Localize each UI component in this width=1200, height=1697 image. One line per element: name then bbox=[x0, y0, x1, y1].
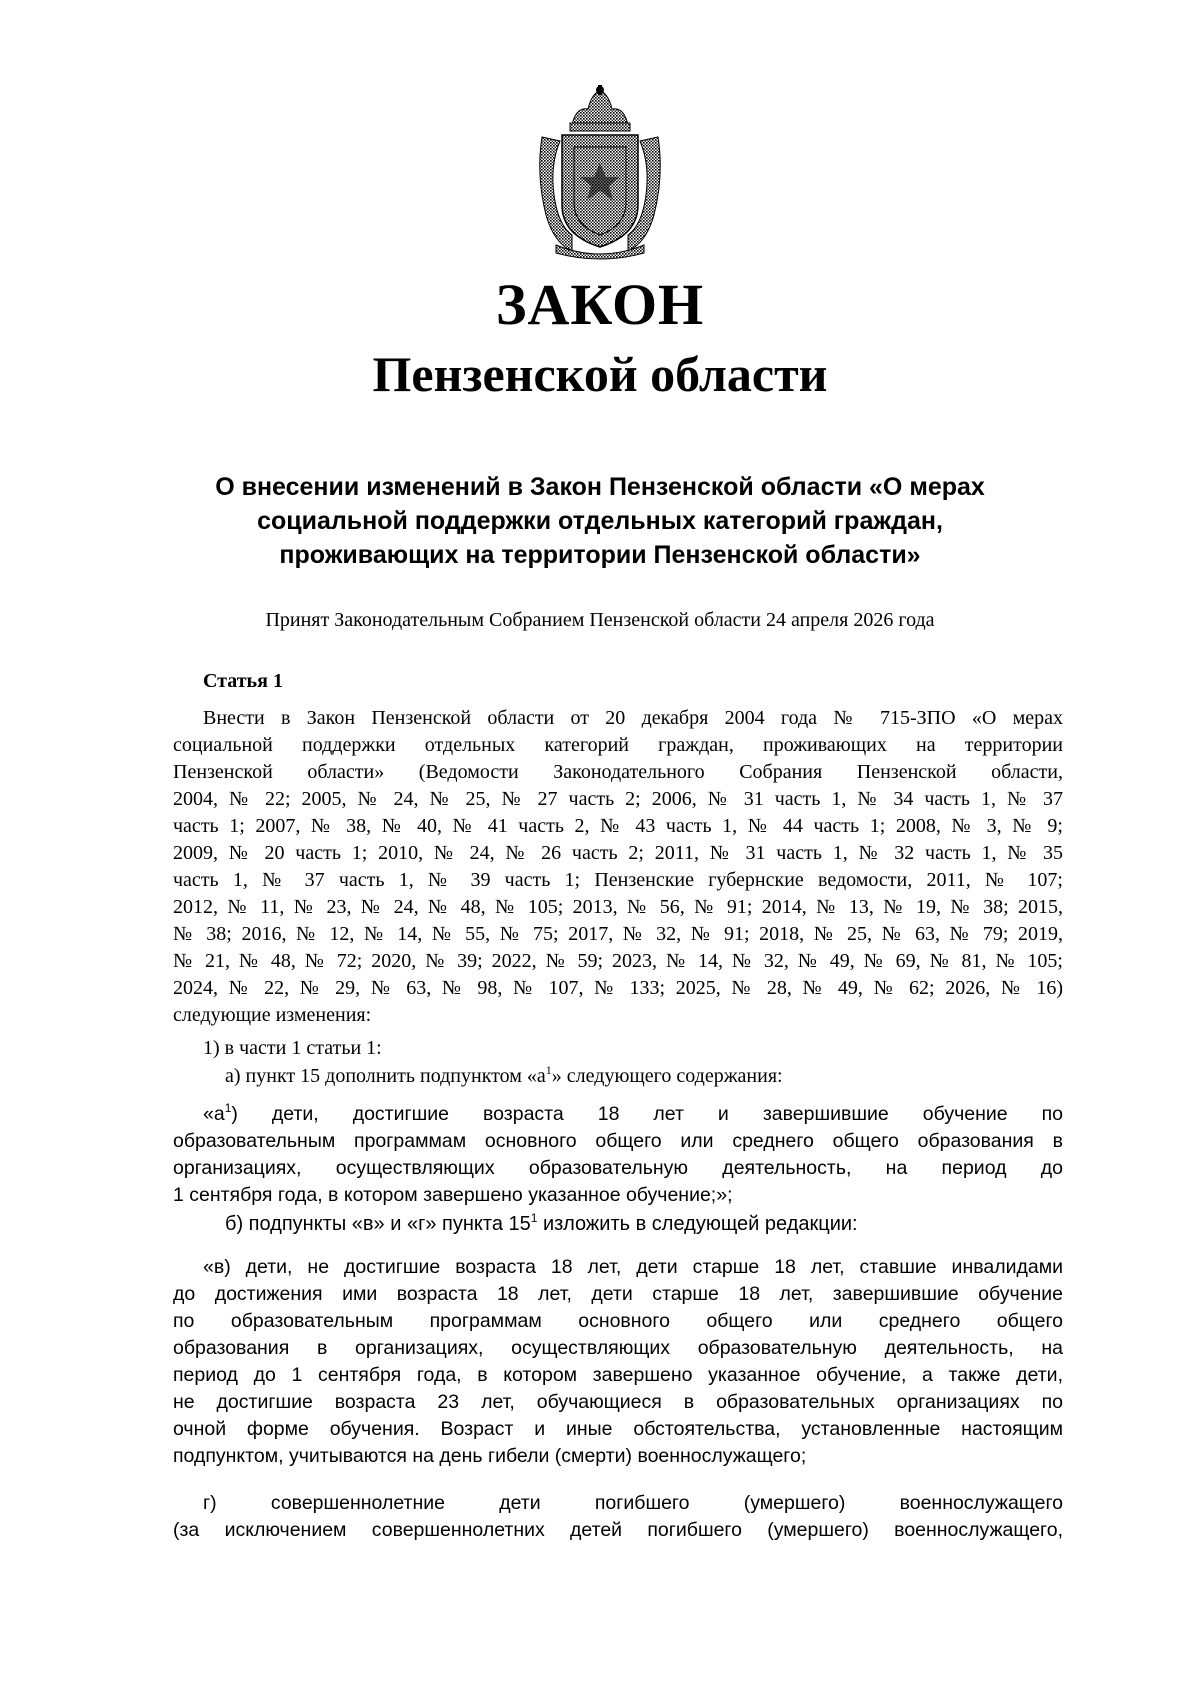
law-heading-line: социальной поддержки отдельных категорий граждан, bbox=[257, 507, 943, 535]
superscript: 1 bbox=[530, 1211, 538, 1225]
intro-line: 2024, № 22, № 29, № 63, № 98, № 107, № 133; 2025, № 28, № 49, № 62; 2026, № 16) bbox=[173, 977, 1063, 999]
adoption-statement: Принят Законодательным Собранием Пензенской области 24 апреля 2026 года bbox=[265, 609, 935, 631]
intro-line: № 21, № 48, № 72; 2020, № 39; 2022, № 59; 2023, № 14, № 32, № 49, № 69, № 81, № 105; bbox=[173, 950, 1063, 972]
item-b-text-end: изложить в следующей редакции: bbox=[537, 1213, 858, 1235]
intro-line: Внести в Закон Пензенской области от 20 декабря 2004 года № 715-ЗПО «О мерах bbox=[203, 707, 1063, 729]
item-a-text-end: » следующего содержания: bbox=[551, 1065, 783, 1087]
document-region-title: Пензенской области bbox=[372, 346, 828, 402]
quote-line: очной форме обучения. Возраст и иные обстоятельства, установленные настоящим bbox=[173, 1418, 1063, 1440]
quote-a1 bbox=[173, 1101, 1063, 1209]
quote-line: не достигшие возраста 23 лет, обучающиеся в образовательных организациях по bbox=[173, 1391, 1063, 1413]
intro-line: часть 1, № 37 часть 1, № 39 часть 1; Пензенские губернские ведомости, 2011, № 107; bbox=[173, 869, 1063, 891]
coat-of-arms-icon bbox=[532, 85, 668, 260]
quote-line: подпунктом, учитываются на день гибели (смерти) военнослужащего; bbox=[173, 1445, 807, 1467]
quote-line: (за исключением совершеннолетних детей погибшего (умершего) военнослужащего, bbox=[173, 1519, 1063, 1541]
law-heading-line: проживающих на территории Пензенской области» bbox=[279, 541, 921, 569]
intro-line: 2009, № 20 часть 1; 2010, № 24, № 26 часть 2; 2011, № 31 часть 1, № 32 часть 1, № 35 bbox=[173, 842, 1063, 864]
quote-line bbox=[203, 1101, 1063, 1128]
intro-line: № 38; 2016, № 12, № 14, № 55, № 75; 2017, № 32, № 91; 2018, № 25, № 63, № 79; 2019, bbox=[173, 923, 1063, 945]
quote-line: по образовательным программам основного общего или среднего общего bbox=[173, 1310, 1063, 1332]
item-a-text: а) пункт 15 дополнить подпунктом «а bbox=[225, 1065, 546, 1087]
quote-line: г) совершеннолетние дети погибшего (умершего) военнослужащего bbox=[203, 1492, 1063, 1514]
quote-line: «в) дети, не достигшие возраста 18 лет, дети старше 18 лет, ставшие инвалидами bbox=[203, 1256, 1063, 1278]
article-intro bbox=[173, 705, 1063, 1029]
superscript: 1 bbox=[545, 1063, 552, 1077]
intro-line: социальной поддержки отдельных категорий граждан, проживающих на территории bbox=[173, 734, 1063, 756]
quote-line: 1 сентября года, в котором завершено указанное обучение;»; bbox=[173, 1184, 733, 1206]
quote-line: период до 1 сентября года, в котором завершено указанное обучение, а также дети, bbox=[173, 1364, 1063, 1386]
intro-line: часть 1; 2007, № 38, № 40, № 41 часть 2, № 43 часть 1, № 44 часть 1; 2008, № 3, № 9; bbox=[173, 815, 1063, 837]
quote-v bbox=[173, 1254, 1063, 1470]
quote-prefix: «а bbox=[203, 1103, 225, 1125]
law-heading-line: О внесении изменений в Закон Пензенской области «О мерах bbox=[215, 473, 985, 501]
quote-line: образования в организациях, осуществляющих образовательную деятельность, на bbox=[173, 1337, 1063, 1359]
quote-line: организациях, осуществляющих образовательную деятельность, на период до bbox=[173, 1157, 1063, 1179]
intro-line: 2004, № 22; 2005, № 24, № 25, № 27 часть 2; 2006, № 31 часть 1, № 34 часть 1, № 37 bbox=[173, 788, 1063, 810]
quote-line-text: ) дети, достигшие возраста 18 лет и завершившие обучение по bbox=[231, 1103, 1063, 1125]
item-b-text: б) подпункты «в» и «г» пункта 15 bbox=[225, 1213, 531, 1235]
document-title: ЗАКОН bbox=[495, 272, 705, 337]
quote-g bbox=[173, 1490, 1063, 1544]
intro-line: следующие изменения: bbox=[173, 1004, 372, 1026]
article-title: Статья 1 bbox=[203, 670, 283, 692]
quote-line: образовательным программам основного общего или среднего общего образования в bbox=[173, 1130, 1063, 1152]
item-a bbox=[225, 1063, 783, 1090]
intro-line: 2012, № 11, № 23, № 24, № 48, № 105; 2013, № 56, № 91; 2014, № 13, № 19, № 38; 2015, bbox=[173, 896, 1063, 918]
law-heading bbox=[150, 470, 1050, 572]
item-1: 1) в части 1 статьи 1: bbox=[203, 1037, 382, 1059]
item-b bbox=[225, 1211, 858, 1238]
quote-line: до достижения ими возраста 18 лет, дети старше 18 лет, завершившие обучение bbox=[173, 1283, 1063, 1305]
superscript: 1 bbox=[224, 1101, 232, 1115]
intro-line: Пензенской области» (Ведомости Законодательного Собрания Пензенской области, bbox=[173, 761, 1063, 783]
